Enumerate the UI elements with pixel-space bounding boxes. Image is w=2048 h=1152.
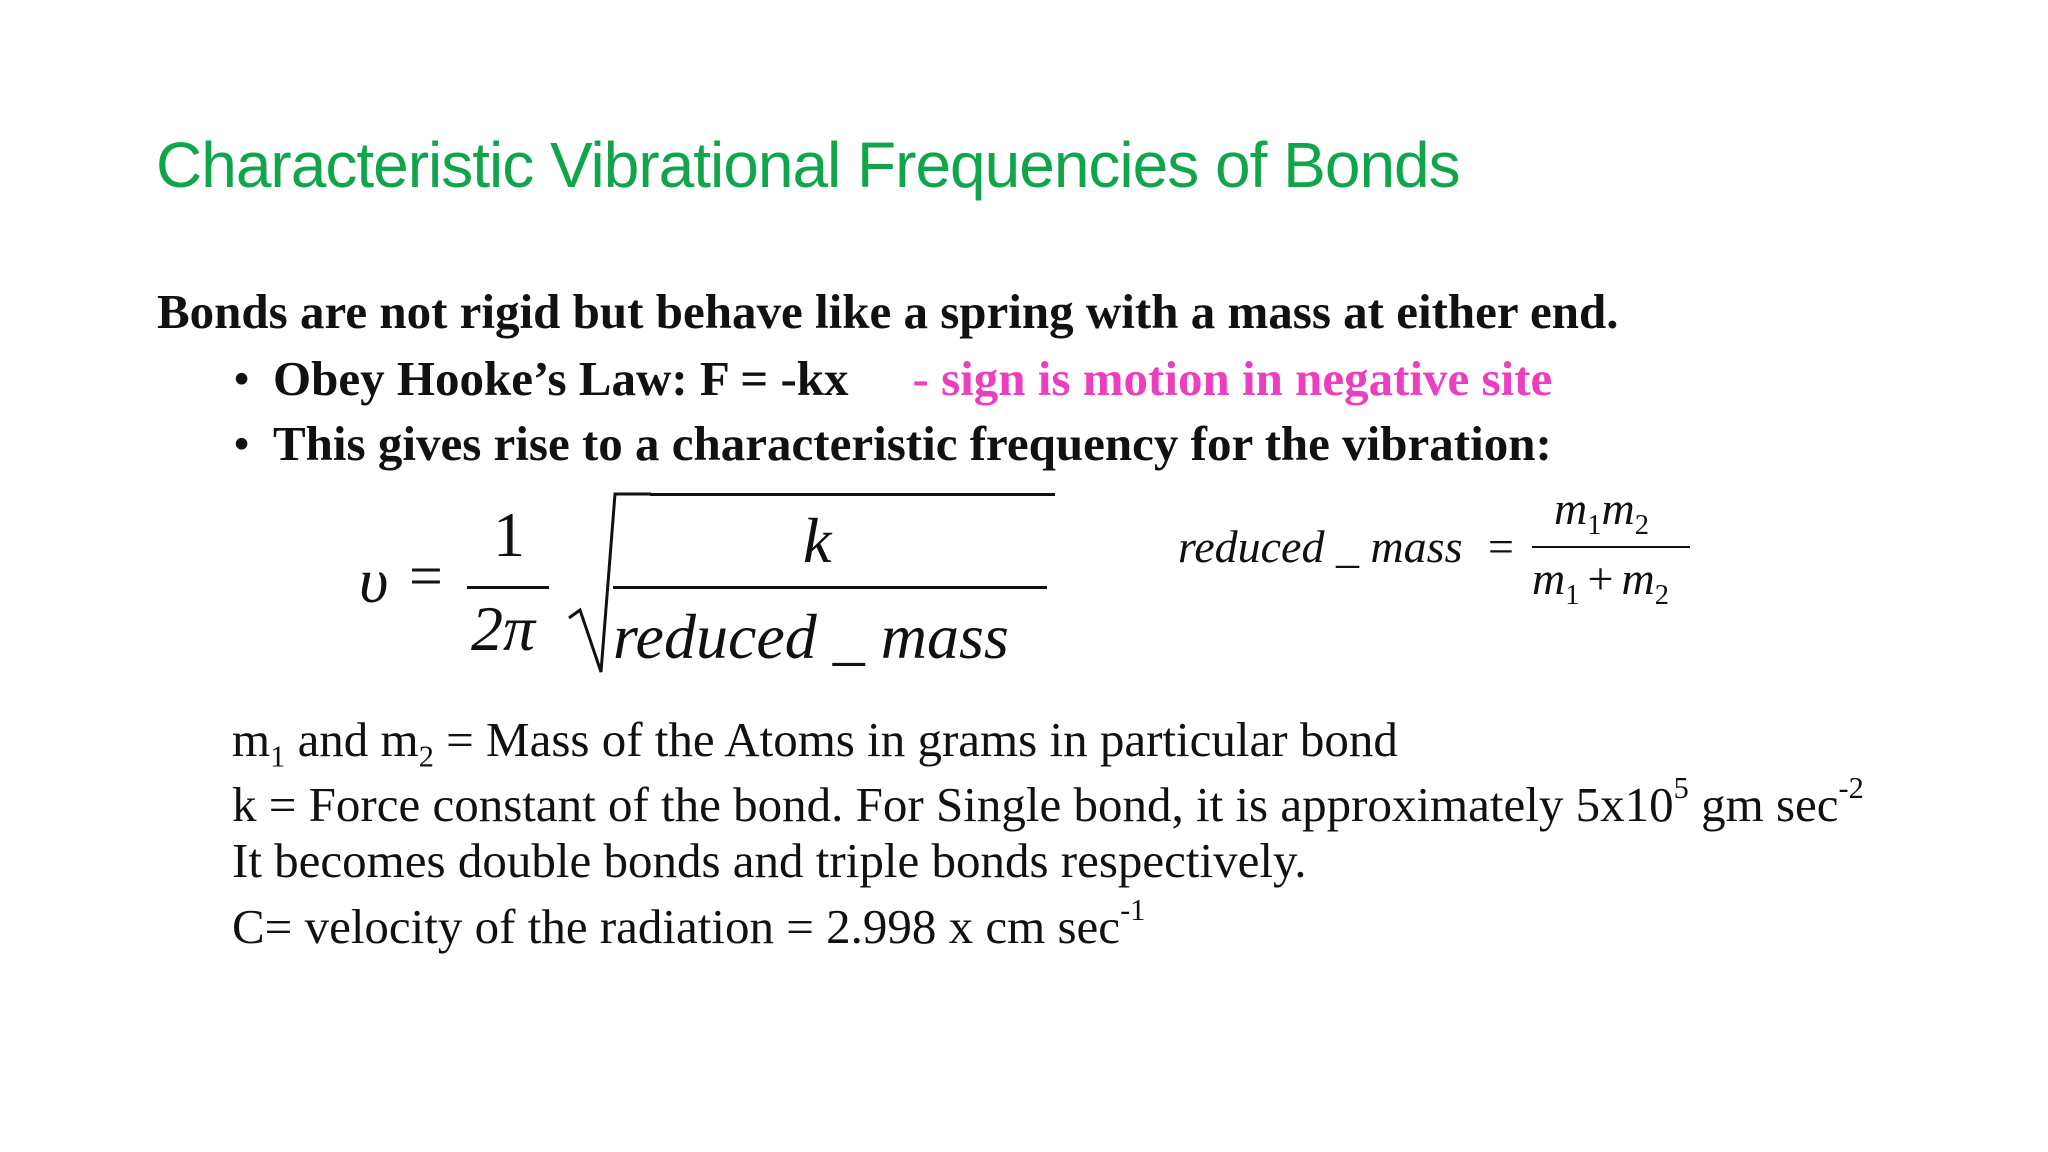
velocity-definition: C= velocity of the radiation = 2.998 x cm $\sec^{-1}$ (232, 893, 1146, 954)
force-constant-definition: k = Force constant of the bond. For Single bond, it is approximately $5x10^5$ gm $\sec^{-2}$ (232, 771, 1864, 832)
frequency-symbol: υ (359, 545, 389, 616)
radicand-fraction-bar (613, 586, 1047, 589)
coefficient-denominator: 2π (471, 593, 536, 664)
equals-sign: = (409, 543, 443, 609)
reduced-mass-fraction-bar (1532, 546, 1690, 548)
reduced-mass-numerator: $m_1m_2$ (1554, 483, 1649, 541)
slide-title: Characteristic Vibrational Frequencies of Bonds (156, 129, 1460, 201)
sign-note: - sign is motion in negative site (912, 351, 1553, 406)
bullet-icon: • (233, 351, 251, 406)
intro-text: Bonds are not rigid but behave like a spring with a mass at either end. (157, 284, 1619, 339)
reduced-mass-denominator: $m_1 + m_2$ (1532, 553, 1669, 611)
frequency-formula (355, 490, 1055, 690)
radical-overline (650, 493, 1055, 496)
fraction-bar (467, 586, 549, 589)
bullet-icon: • (233, 416, 251, 471)
radicand-numerator: k (803, 505, 832, 576)
reduced-mass-formula (1170, 483, 1710, 620)
bond-note: It becomes double bonds and triple bonds respectively. (232, 833, 1307, 888)
equals-sign: = (1488, 521, 1514, 572)
radicand-denominator: reduced _ mass (613, 601, 1009, 672)
bullet-text: Obey Hooke’s Law: F = -kx (273, 351, 849, 406)
coefficient-numerator: 1 (493, 499, 525, 570)
bullet-text: This gives rise to a characteristic frequency for the vibration: (273, 416, 1552, 471)
masses-definition: $m_1$ and $m_2$ = Mass of the Atoms in grams in particular bond (232, 712, 1398, 774)
reduced-mass-label: reduced _ mass (1178, 521, 1463, 572)
